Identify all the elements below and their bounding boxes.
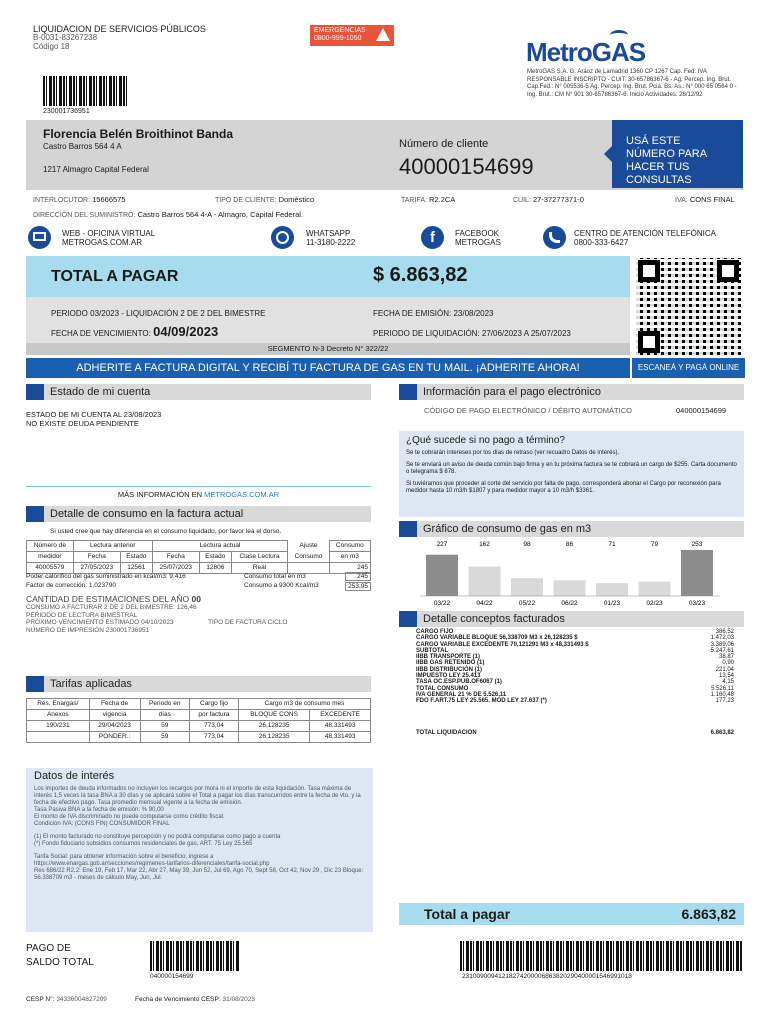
- consumo-title: Detalle de consumo en la factura actual: [50, 508, 244, 520]
- consumo-th: Consumo: [329, 541, 370, 552]
- callout-text: USÁ ESTE NÚMERO PARA HACER TUS CONSULTAS: [626, 135, 707, 186]
- tarifas-cell: PONDER.:: [89, 732, 140, 743]
- concepto-value: 13,54: [718, 673, 734, 680]
- pago-title: Información para el pago electrónico: [423, 386, 601, 398]
- info-row: [33, 195, 738, 225]
- tarifas-cell: 48,331493: [310, 721, 371, 732]
- qr-code[interactable]: [636, 258, 741, 355]
- contact-facebook[interactable]: [421, 226, 541, 250]
- conceptos-total-label: TOTAL LIQUIDACION: [416, 730, 477, 736]
- concepto-label: IVA GENERAL 21 % DE 5.526,11: [416, 691, 507, 698]
- footer-barcode-1-number: 040000154699: [150, 973, 194, 980]
- consumo-th: Lectura actual: [152, 541, 288, 552]
- footer-total-bar: [399, 903, 744, 925]
- emergency-phone: 0800-999-1050: [314, 35, 362, 42]
- facebook-icon: f: [421, 226, 444, 249]
- table-row: [27, 732, 371, 743]
- concepto-value: 1.160,48: [710, 691, 734, 698]
- chart-category-label: 04/22: [476, 600, 493, 607]
- consumo-line: PERIODO DE LECTURA BIMESTRAL: [26, 611, 138, 619]
- chart-category-label: 01/23: [603, 600, 621, 607]
- cuil-value: 27-37277371-0: [533, 195, 584, 204]
- tarifas-cell: 59: [140, 732, 189, 743]
- tarifas-th: Periodo en: [140, 699, 189, 710]
- direccion-label: DIRECCIÓN DEL SUMINISTRO:: [33, 212, 136, 219]
- venc-cesp-value: 31/08/2023: [222, 996, 255, 1003]
- pago-saldo-line2: SALDO TOTAL: [26, 957, 94, 968]
- concepto-label: CARGO FIJO: [416, 629, 454, 635]
- contact-phone-line2: 0800-333-6427: [574, 238, 629, 247]
- customer-address2: 1217 Almagro Capital Federal: [43, 165, 149, 174]
- estado-more-box: [26, 486, 371, 502]
- digital-invoice-banner-text: ADHERITE A FACTURA DIGITAL Y RECIBÍ TU FACTURA DE GAS EN TU MAIL. ¡ADHERITE AHORA!: [76, 362, 580, 374]
- venc-cesp: [135, 996, 255, 1003]
- tarifas-th: Res. Enargas/: [27, 699, 90, 710]
- interlocutor-value: 15666575: [92, 195, 126, 204]
- consumo-th: Fecha: [73, 552, 120, 563]
- chart-bar: [681, 550, 713, 596]
- top-barcode: [43, 76, 127, 106]
- tarifas-title: Tarifas aplicadas: [50, 678, 132, 690]
- document-codigo: Código 18: [33, 42, 70, 51]
- chart-data-label: 253: [691, 541, 703, 548]
- chart-bar: [554, 580, 586, 596]
- contact-web-line1: WEB - OFICINA VIRTUAL: [62, 229, 156, 238]
- consumo-total-value: 245: [345, 572, 371, 581]
- consumo-cell: 12806: [199, 563, 231, 574]
- logo-text: MetroGAS: [526, 37, 646, 67]
- contact-web[interactable]: [28, 226, 268, 250]
- concepto-value: 0,90: [722, 660, 734, 667]
- header: [0, 0, 768, 115]
- chart-data-label: 71: [608, 541, 616, 548]
- que-sucede-p1: Se te cobrarán intereses por los días de retraso (ver recuadro Datos de interés).: [406, 450, 620, 456]
- tarifas-cell: 773,04: [189, 732, 238, 743]
- concepto-label: IIBB TRANSPORTE (1): [416, 654, 481, 661]
- concepto-label: SUBTOTAL: [416, 647, 449, 654]
- emergency-box: [310, 25, 394, 46]
- cesp-value: 34336004827209: [56, 996, 107, 1003]
- concepto-value: 386,52: [715, 629, 734, 635]
- qr-label-text: ESCANEÁ Y PAGÁ ONLINE: [637, 363, 740, 372]
- table-row: [27, 721, 371, 732]
- estado-header: [26, 384, 371, 400]
- concepto-value: 5.526,11: [711, 685, 734, 692]
- consumo-cell: [288, 563, 329, 574]
- datos-p8[interactable]: https://www.enargas.gob.ar/secciones/regimenes-tarifarios-diferenciales/tarifa-social.php: [34, 861, 270, 867]
- consumo-th: Ajuste: [299, 542, 318, 549]
- factor-correccion: Factor de corrección: 1,023790: [26, 582, 116, 589]
- chart-bar: [596, 583, 628, 596]
- consumo-th: Estado: [120, 552, 152, 563]
- estimaciones-label: CANTIDAD DE ESTIMACIONES DEL AÑO: [26, 594, 190, 604]
- emergency-label: EMERGENCIAS: [314, 27, 366, 34]
- que-sucede-p2: Se te enviará un aviso de deuda común bajo firma y en tu próxima factura se te cobrará un cargo de $255. Carta documento o telegrama $ 878.: [406, 462, 737, 475]
- more-info-prefix: MÁS INFORMACIÓN EN: [117, 490, 203, 499]
- datos-title: Datos de interés: [34, 770, 115, 782]
- total-amount: $ 6.863,82: [373, 264, 468, 286]
- client-number-callout: [612, 120, 743, 188]
- venc-cesp-label: Fecha de Vencimiento CESP:: [135, 996, 221, 1003]
- concepto-value: 221,04: [715, 666, 734, 673]
- pago-code-value: 040000154699: [676, 406, 727, 415]
- contact-whatsapp[interactable]: [271, 226, 421, 250]
- concepto-label: IMPUESTO LEY 25.413: [416, 673, 481, 680]
- logo-flame-icon: [610, 30, 628, 40]
- client-number: 40000154699: [399, 154, 534, 179]
- chart-data-label: 79: [650, 541, 659, 548]
- pago-saldo-label: [26, 942, 94, 970]
- concepto-label: TASA OC.ESP.PUB.OF6067 (1): [416, 679, 502, 686]
- tarifas-th: por factura: [189, 710, 238, 721]
- tarifas-cell: 26,128235: [238, 721, 309, 732]
- tarifas-th: Fecha de: [89, 699, 140, 710]
- tipo-cliente-value: Doméstico: [278, 195, 314, 204]
- company-info: MetroGAS S.A. G. Aráoz de Lamadrid 1360 CP 1267 Cap. Fed. IVA RESPONSABLE INSCRIPTO - CUIT: 30-65786367-6 - Ag. Percep. Ing. Brut. Cap.Fed.: N° 005536-5 Ag. Percep. Ing. Brut. Pcia. Bs. As.: N° 000 65 0564 0 - Ing. Brut.: CM N° 901 30-65786367-6. Inicio Actividades: 28/12/92: [527, 69, 737, 98]
- datos-box: [26, 768, 373, 932]
- tarifas-th: Anexos: [27, 710, 90, 721]
- consumo-th: Estado: [199, 552, 231, 563]
- whatsapp-icon: [271, 226, 294, 249]
- datos-p4: Condición IVA: (CONS FIN) CONSUMIDOR FINAL: [34, 821, 170, 827]
- grafico-header: [399, 521, 744, 537]
- tarifas-cell: 190/231: [27, 721, 90, 732]
- estado-title: Estado de mi cuenta: [50, 386, 151, 398]
- client-number-label: Número de cliente: [399, 138, 489, 150]
- consumo-th: en m3: [329, 552, 370, 563]
- contact-facebook-line2: METROGAS: [455, 238, 501, 247]
- phone-icon: [543, 226, 566, 249]
- interlocutor-label: INTERLOCUTOR:: [33, 197, 91, 204]
- liquidacion-text: PERIODO DE LIQUIDACIÓN: 27/06/2023 A 25/07/2023: [373, 329, 571, 338]
- chart-category-label: 06/22: [561, 600, 578, 607]
- more-info-link[interactable]: METROGAS.COM.AR: [204, 490, 280, 499]
- tarifas-th: días: [140, 710, 189, 721]
- tarifas-cell: 48,331493: [310, 732, 371, 743]
- grafico-title: Gráfico de consumo de gas en m3: [423, 523, 592, 535]
- tarifas-th: Cargo m3 de consumo mes: [238, 699, 370, 710]
- chart-data-label: 162: [479, 541, 490, 548]
- consumo-header: [26, 506, 371, 522]
- tarifas-th: BLOQUE CONS: [238, 710, 309, 721]
- qr-label: [632, 358, 745, 378]
- footer-barcode-1: [150, 941, 240, 971]
- chart-bar: [511, 578, 543, 596]
- que-sucede-title: ¿Qué sucede si no pago a término?: [406, 435, 565, 446]
- consumo-th: Fecha: [152, 552, 199, 563]
- vencimiento-value: 04/09/2023: [153, 324, 219, 339]
- contact-web-line2: METROGAS.COM.AR: [62, 238, 143, 247]
- consumo-cell: 12561: [120, 563, 152, 574]
- tarifas-th: Cargo fijo: [189, 699, 238, 710]
- list-item: [416, 698, 734, 704]
- consumo-cell: Real: [231, 563, 288, 574]
- consumo-cell: 245: [329, 563, 370, 574]
- consumo-th: Lectura anterior: [73, 541, 152, 552]
- consumo-line: CONSUMO A FACTURAR 2 DE 2 DEL BIMESTRE: 126,46: [26, 604, 197, 611]
- que-sucede-p3: Si tuviéramos que proceder al corte del servicio por falta de pago, corresponderá abonar el Cargo por reconexión para medidor hasta 10 m3/h $1807 y para medidor mayor a 10 m3/h $3361.: [406, 481, 721, 494]
- total-block: [26, 256, 630, 356]
- estado-line2: NO EXISTE DEUDA PENDIENTE: [26, 419, 139, 428]
- tipo-factura: TIPO DE FACTURA CICLO: [208, 619, 288, 626]
- tarifas-th: EXCEDENTE: [310, 710, 371, 721]
- concepto-value: 4,15: [722, 679, 734, 686]
- tarifas-cell: 29/04/2023: [89, 721, 140, 732]
- tarifa-value: R2.2CA: [429, 195, 456, 204]
- datos-p5: (1) El monto facturado no constituye percepción y no podrá computarse como pago a cuenta: [34, 834, 281, 840]
- footer-total-label: Total a pagar: [424, 906, 511, 922]
- cuil-label: CUIL:: [513, 197, 531, 204]
- conceptos-total: [416, 730, 734, 736]
- datos-p3: El monto de IVA discriminado no puede computarse como crédito fiscal.: [34, 814, 225, 820]
- tipo-cliente-label: TIPO DE CLIENTE:: [215, 197, 277, 204]
- chart-category-label: 05/22: [518, 600, 536, 607]
- datos-p7: Tarifa Social: para obtener información sobre el beneficio, ingrese a: [34, 854, 214, 860]
- datos-p6: (*) Fondo fiduciario subsidios consumos residenciales de gas, ART. 75 Ley 25.565: [34, 841, 253, 847]
- tarifas-cell: 26,128235: [238, 732, 309, 743]
- consumo-th: medidor: [27, 552, 74, 563]
- concepto-label: CARGO VARIABLE EXCEDENTE 70,121291 M3 x 48,331493 $: [416, 641, 589, 648]
- contact-phone-line1: CENTRO DE ATENCIÓN TELEFÓNICA: [574, 229, 716, 238]
- vencimiento-label: FECHA DE VENCIMIENTO:: [51, 329, 151, 338]
- concepto-value: 3.389,06: [710, 641, 734, 648]
- contact-whatsapp-line2: 11-3180-2222: [306, 238, 356, 247]
- customer-address1: Castro Barros 564 4 A: [43, 142, 122, 151]
- conceptos-header: [399, 611, 744, 627]
- que-sucede-box: [399, 431, 744, 517]
- iva-value: CONS FINAL: [689, 195, 735, 204]
- consumo-cell: 25/07/2023: [152, 563, 199, 574]
- pago-header: [399, 384, 744, 400]
- tarifas-cell: 773,04: [189, 721, 238, 732]
- datos-p2: Tasa Pasiva BNA a la fecha de emisión: % 90,00: [34, 807, 164, 813]
- top-barcode-number: 230001736951: [43, 108, 90, 115]
- footer-barcode-2-number: 23100900941218274200006863820290400001546991018: [462, 973, 632, 980]
- period-box: [26, 297, 630, 343]
- footer-barcode-2: [460, 941, 742, 971]
- tarifas-header: [26, 676, 371, 692]
- concepto-value: 177,23: [715, 698, 734, 705]
- contact-phone[interactable]: [543, 226, 743, 250]
- callout-arrow-icon: [604, 146, 612, 162]
- chart-bar: [469, 567, 501, 596]
- conceptos-total-value: 6.863,82: [710, 730, 734, 736]
- consumo-cell: 27/05/2023: [73, 563, 120, 574]
- conceptos-title: Detalle conceptos facturados: [423, 613, 565, 625]
- concepto-value: 1.472,03: [710, 635, 734, 642]
- tarifas-table: [26, 698, 371, 743]
- consumo-note: Si usted cree que hay diferencia en el consumo liquidado, por favor lea el dorso.: [50, 528, 282, 535]
- cesp-label: CESP N°:: [26, 996, 55, 1003]
- iva-label: IVA:: [675, 197, 688, 204]
- segmento-text: SEGMENTO N-3 Decreto N° 322/22: [267, 344, 389, 353]
- contact-facebook-line1: FACEBOOK: [455, 229, 500, 238]
- consumo-9300-value: 253,95: [345, 582, 371, 591]
- estado-line1: ESTADO DE MI CUENTA AL 23/08/2023: [26, 410, 162, 419]
- concepto-label: IIBB DISTRIBUCIÓN (1): [416, 666, 482, 673]
- tarifa-label: TARIFA:: [401, 197, 427, 204]
- contacts-row: [26, 225, 743, 251]
- concepto-value: 38,87: [718, 654, 734, 661]
- concepto-label: IIBB GAS RETENIDO (1): [416, 660, 485, 667]
- total-bar: [26, 256, 630, 297]
- consumo-total-label: Consumo total en m3: [244, 573, 306, 580]
- pago-code-label: CÓDIGO DE PAGO ELECTRÓNICO / DÉBITO AUTOMÁTICO: [424, 406, 632, 415]
- table-row: [27, 563, 371, 574]
- chart-category-label: 02/23: [646, 600, 663, 607]
- chart-category-label: 03/22: [433, 600, 451, 607]
- footer-total-value: 6.863,82: [681, 906, 736, 922]
- tarifas-cell: [27, 732, 90, 743]
- tarifas-th: vigencia: [89, 710, 140, 721]
- concepto-label: CARGO VARIABLE BLOQUE 56,338709 M3 x 26,128235 $: [416, 635, 578, 642]
- consumo-line: NÚMERO DE IMPRESIÓN 230001736951: [26, 626, 150, 634]
- segmento-bar: [26, 343, 630, 355]
- chart-bar: [426, 555, 458, 596]
- conceptos-list: [416, 629, 734, 705]
- pago-saldo-line1: PAGO DE: [26, 943, 71, 954]
- consumo-th: Clase Lectura: [231, 552, 288, 563]
- consumo-th: Consumo: [294, 552, 323, 560]
- cesp: [26, 996, 107, 1003]
- customer-name: Florencia Belén Broithinot Banda: [43, 127, 234, 141]
- chart-data-label: 227: [436, 541, 448, 548]
- digital-invoice-banner[interactable]: [26, 358, 630, 378]
- chart-bar: [639, 582, 671, 596]
- consumo-9300-label: Consumo a 9300 Kcal/m3: [244, 582, 319, 589]
- monitor-icon: [28, 226, 51, 249]
- periodo-text: PERIODO 03/2023 - LIQUIDACIÓN 2 DE 2 DEL BIMESTRE: [51, 309, 266, 318]
- emision-text: FECHA DE EMISIÓN: 23/08/2023: [373, 309, 494, 318]
- document-title: LIQUIDACION DE SERVICIOS PÚBLICOS: [33, 24, 206, 34]
- estimaciones: [26, 594, 201, 604]
- direccion-value: Castro Barros 564 4-A - Almagro, Capital Federal.: [137, 210, 304, 219]
- consumo-chart: [420, 538, 720, 610]
- consumo-line: PRÓXIMO VENCIMIENTO ESTIMADO 04/10/2023: [26, 619, 174, 626]
- consumo-table: [26, 540, 371, 574]
- contact-whatsapp-line1: WHATSAPP: [306, 229, 351, 238]
- chart-data-label: 86: [565, 541, 574, 548]
- tarifas-cell: 59: [140, 721, 189, 732]
- datos-p1: Los importes de deuda informados no incluyen los recargos por mora ni el importe de esta liquidación. Tasa máxima de interés 1,5 veces la tasa BNA a 30 días y se aplicará sobre el Total a pagar los días transcurridos entre la fecha de vto. y la fecha de efectivo pago. Tasa promedio mensual vigente a la fecha de emisión.: [34, 786, 361, 806]
- warning-icon: [376, 28, 390, 41]
- consumo-lines: [26, 604, 197, 634]
- chart-data-label: 98: [523, 541, 531, 548]
- metrogas-logo: [526, 36, 666, 68]
- consumo-cell: 40005579: [27, 563, 74, 574]
- concepto-label: TOTAL CONSUMO: [416, 685, 469, 692]
- consumo-th: Número de: [27, 541, 74, 552]
- datos-p9: Res 686/22 R2.2: Ene 19, Feb 17, Mar 22, Abr 27, May 39, Jun 52, Jul 69, Ago 70, Sept 58, Oct 42, Nov 29 , Dic 23 Bloque: 56.338709 m3 - meses de cálculo May, Jun, Jul.: [34, 868, 364, 881]
- chart-category-label: 03/23: [688, 600, 706, 607]
- concepto-label: FDO F.ART.75 LEY 25.565. MOD LEY 27.637 (*): [416, 698, 547, 705]
- concepto-value: 5.247,61: [710, 647, 734, 654]
- document-code: B-0031-83267238: [33, 33, 98, 42]
- total-label: TOTAL A PAGAR: [51, 268, 179, 285]
- estimaciones-value: 00: [191, 594, 201, 604]
- poder-calorifico: Poder calorífico del gas suministrado en kcal/m3: 9.416: [26, 573, 186, 580]
